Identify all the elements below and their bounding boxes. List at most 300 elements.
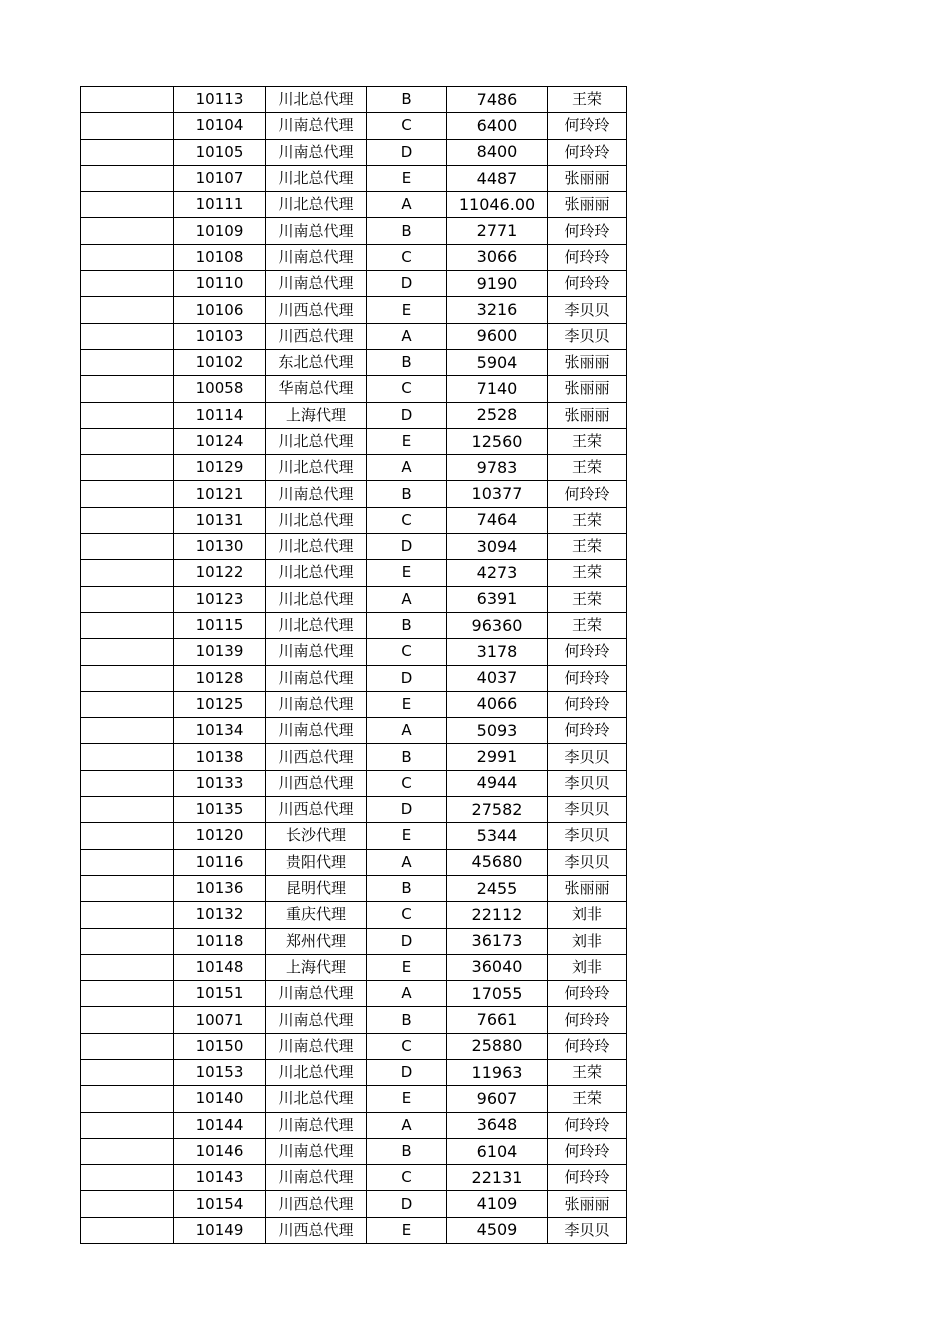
table-row [81, 665, 627, 691]
agent-cell: 川南总代理 [266, 718, 367, 744]
blank-cell [81, 139, 174, 165]
salesperson-cell: 张丽丽 [548, 376, 627, 402]
grade-cell: D [367, 665, 447, 691]
salesperson-cell: 王荣 [548, 1059, 627, 1085]
order-id-cell: 10124 [174, 428, 266, 454]
table-row [81, 192, 627, 218]
blank-cell [81, 428, 174, 454]
blank-cell [81, 1165, 174, 1191]
blank-cell [81, 297, 174, 323]
amount-cell: 9190 [447, 271, 548, 297]
grade-cell: B [367, 875, 447, 901]
table-row [81, 402, 627, 428]
salesperson-cell: 刘非 [548, 954, 627, 980]
table-row [81, 1033, 627, 1059]
salesperson-cell: 王荣 [548, 586, 627, 612]
agent-cell: 川北总代理 [266, 1086, 367, 1112]
amount-cell: 6391 [447, 586, 548, 612]
amount-cell: 4487 [447, 165, 548, 191]
amount-cell: 4273 [447, 560, 548, 586]
salesperson-cell: 张丽丽 [548, 349, 627, 375]
order-id-cell: 10132 [174, 902, 266, 928]
table-row [81, 954, 627, 980]
table-row [81, 875, 627, 901]
blank-cell [81, 928, 174, 954]
blank-cell [81, 691, 174, 717]
salesperson-cell: 何玲玲 [548, 718, 627, 744]
order-id-cell: 10122 [174, 560, 266, 586]
order-id-cell: 10129 [174, 455, 266, 481]
table-body [81, 87, 627, 1244]
order-id-cell: 10104 [174, 113, 266, 139]
order-id-cell: 10106 [174, 297, 266, 323]
agent-cell: 重庆代理 [266, 902, 367, 928]
salesperson-cell: 何玲玲 [548, 691, 627, 717]
order-id-cell: 10139 [174, 639, 266, 665]
grade-cell: A [367, 192, 447, 218]
salesperson-cell: 张丽丽 [548, 1191, 627, 1217]
salesperson-cell: 何玲玲 [548, 218, 627, 244]
salesperson-cell: 李贝贝 [548, 323, 627, 349]
amount-cell: 36173 [447, 928, 548, 954]
grade-cell: C [367, 376, 447, 402]
blank-cell [81, 218, 174, 244]
grade-cell: B [367, 481, 447, 507]
blank-cell [81, 1007, 174, 1033]
agent-cell: 川南总代理 [266, 481, 367, 507]
agent-cell: 川西总代理 [266, 770, 367, 796]
agent-cell: 川南总代理 [266, 1007, 367, 1033]
table-row [81, 744, 627, 770]
table-row [81, 297, 627, 323]
agent-cell: 东北总代理 [266, 349, 367, 375]
amount-cell: 8400 [447, 139, 548, 165]
agent-cell: 川南总代理 [266, 691, 367, 717]
grade-cell: D [367, 534, 447, 560]
agent-cell: 长沙代理 [266, 823, 367, 849]
amount-cell: 7661 [447, 1007, 548, 1033]
grade-cell: D [367, 928, 447, 954]
blank-cell [81, 1217, 174, 1243]
table-row [81, 586, 627, 612]
agent-cell: 川南总代理 [266, 639, 367, 665]
table-row [81, 349, 627, 375]
order-id-cell: 10154 [174, 1191, 266, 1217]
agent-cell: 川南总代理 [266, 1112, 367, 1138]
order-id-cell: 10149 [174, 1217, 266, 1243]
table-row [81, 244, 627, 270]
amount-cell: 6104 [447, 1138, 548, 1164]
grade-cell: B [367, 87, 447, 113]
agent-cell: 川南总代理 [266, 244, 367, 270]
order-id-cell: 10136 [174, 875, 266, 901]
table-row [81, 560, 627, 586]
agent-cell: 上海代理 [266, 954, 367, 980]
agent-cell: 川南总代理 [266, 665, 367, 691]
blank-cell [81, 797, 174, 823]
order-id-cell: 10146 [174, 1138, 266, 1164]
blank-cell [81, 665, 174, 691]
order-id-cell: 10150 [174, 1033, 266, 1059]
order-id-cell: 10114 [174, 402, 266, 428]
grade-cell: C [367, 1165, 447, 1191]
order-id-cell: 10140 [174, 1086, 266, 1112]
agent-cell: 川南总代理 [266, 981, 367, 1007]
grade-cell: B [367, 349, 447, 375]
blank-cell [81, 402, 174, 428]
amount-cell: 4109 [447, 1191, 548, 1217]
salesperson-cell: 刘非 [548, 928, 627, 954]
agent-cell: 川北总代理 [266, 560, 367, 586]
order-id-cell: 10116 [174, 849, 266, 875]
order-id-cell: 10133 [174, 770, 266, 796]
agent-cell: 川北总代理 [266, 586, 367, 612]
salesperson-cell: 王荣 [548, 560, 627, 586]
agent-cell: 川西总代理 [266, 1217, 367, 1243]
amount-cell: 11963 [447, 1059, 548, 1085]
blank-cell [81, 1112, 174, 1138]
blank-cell [81, 323, 174, 349]
salesperson-cell: 刘非 [548, 902, 627, 928]
agent-cell: 川西总代理 [266, 797, 367, 823]
salesperson-cell: 王荣 [548, 612, 627, 638]
order-id-cell: 10108 [174, 244, 266, 270]
salesperson-cell: 张丽丽 [548, 875, 627, 901]
grade-cell: D [367, 797, 447, 823]
salesperson-cell: 何玲玲 [548, 665, 627, 691]
salesperson-cell: 张丽丽 [548, 402, 627, 428]
amount-cell: 22112 [447, 902, 548, 928]
grade-cell: E [367, 1086, 447, 1112]
amount-cell: 96360 [447, 612, 548, 638]
grade-cell: E [367, 165, 447, 191]
amount-cell: 3216 [447, 297, 548, 323]
salesperson-cell: 何玲玲 [548, 1007, 627, 1033]
grade-cell: E [367, 823, 447, 849]
order-id-cell: 10121 [174, 481, 266, 507]
order-id-cell: 10113 [174, 87, 266, 113]
order-id-cell: 10102 [174, 349, 266, 375]
order-id-cell: 10071 [174, 1007, 266, 1033]
salesperson-cell: 李贝贝 [548, 770, 627, 796]
order-id-cell: 10143 [174, 1165, 266, 1191]
blank-cell [81, 455, 174, 481]
grade-cell: C [367, 639, 447, 665]
salesperson-cell: 王荣 [548, 534, 627, 560]
table-row [81, 639, 627, 665]
salesperson-cell: 张丽丽 [548, 192, 627, 218]
amount-cell: 2991 [447, 744, 548, 770]
amount-cell: 2771 [447, 218, 548, 244]
agent-cell: 川北总代理 [266, 165, 367, 191]
table-row [81, 165, 627, 191]
blank-cell [81, 244, 174, 270]
blank-cell [81, 902, 174, 928]
table-row [81, 1191, 627, 1217]
agent-cell: 川南总代理 [266, 1033, 367, 1059]
table-row [81, 534, 627, 560]
blank-cell [81, 639, 174, 665]
agent-cell: 川西总代理 [266, 1191, 367, 1217]
blank-cell [81, 612, 174, 638]
grade-cell: A [367, 981, 447, 1007]
salesperson-cell: 何玲玲 [548, 1112, 627, 1138]
table-row [81, 1112, 627, 1138]
table-row [81, 612, 627, 638]
order-id-cell: 10107 [174, 165, 266, 191]
table-row [81, 928, 627, 954]
table-row [81, 902, 627, 928]
blank-cell [81, 534, 174, 560]
table-row [81, 1138, 627, 1164]
amount-cell: 7486 [447, 87, 548, 113]
amount-cell: 25880 [447, 1033, 548, 1059]
salesperson-cell: 何玲玲 [548, 1165, 627, 1191]
order-id-cell: 10138 [174, 744, 266, 770]
order-id-cell: 10058 [174, 376, 266, 402]
blank-cell [81, 718, 174, 744]
grade-cell: A [367, 1112, 447, 1138]
amount-cell: 5904 [447, 349, 548, 375]
order-id-cell: 10135 [174, 797, 266, 823]
amount-cell: 5093 [447, 718, 548, 744]
salesperson-cell: 李贝贝 [548, 297, 627, 323]
agent-cell: 川南总代理 [266, 113, 367, 139]
salesperson-cell: 李贝贝 [548, 849, 627, 875]
order-id-cell: 10123 [174, 586, 266, 612]
salesperson-cell: 何玲玲 [548, 139, 627, 165]
table-row [81, 113, 627, 139]
blank-cell [81, 1138, 174, 1164]
agent-cell: 川北总代理 [266, 534, 367, 560]
table-row [81, 1217, 627, 1243]
table-row [81, 718, 627, 744]
salesperson-cell: 李贝贝 [548, 744, 627, 770]
grade-cell: B [367, 218, 447, 244]
order-id-cell: 10128 [174, 665, 266, 691]
agent-cell: 川南总代理 [266, 139, 367, 165]
agent-cell: 上海代理 [266, 402, 367, 428]
amount-cell: 3648 [447, 1112, 548, 1138]
salesperson-cell: 王荣 [548, 507, 627, 533]
grade-cell: A [367, 323, 447, 349]
amount-cell: 4944 [447, 770, 548, 796]
table-row [81, 797, 627, 823]
amount-cell: 10377 [447, 481, 548, 507]
agent-cell: 昆明代理 [266, 875, 367, 901]
order-id-cell: 10130 [174, 534, 266, 560]
order-id-cell: 10144 [174, 1112, 266, 1138]
grade-cell: E [367, 428, 447, 454]
blank-cell [81, 1059, 174, 1085]
table-row [81, 481, 627, 507]
table-row [81, 139, 627, 165]
amount-cell: 7140 [447, 376, 548, 402]
salesperson-cell: 何玲玲 [548, 981, 627, 1007]
blank-cell [81, 192, 174, 218]
amount-cell: 2528 [447, 402, 548, 428]
grade-cell: B [367, 744, 447, 770]
amount-cell: 2455 [447, 875, 548, 901]
table-row [81, 455, 627, 481]
blank-cell [81, 481, 174, 507]
blank-cell [81, 376, 174, 402]
grade-cell: E [367, 297, 447, 323]
table-row [81, 770, 627, 796]
table-row [81, 981, 627, 1007]
salesperson-cell: 王荣 [548, 87, 627, 113]
amount-cell: 3066 [447, 244, 548, 270]
amount-cell: 45680 [447, 849, 548, 875]
grade-cell: B [367, 612, 447, 638]
blank-cell [81, 586, 174, 612]
agent-cell: 川南总代理 [266, 1165, 367, 1191]
salesperson-cell: 王荣 [548, 1086, 627, 1112]
order-id-cell: 10148 [174, 954, 266, 980]
amount-cell: 6400 [447, 113, 548, 139]
agent-cell: 川北总代理 [266, 1059, 367, 1085]
amount-cell: 4037 [447, 665, 548, 691]
amount-cell: 36040 [447, 954, 548, 980]
grade-cell: D [367, 1191, 447, 1217]
salesperson-cell: 何玲玲 [548, 113, 627, 139]
table-row [81, 1059, 627, 1085]
amount-cell: 17055 [447, 981, 548, 1007]
grade-cell: C [367, 1033, 447, 1059]
order-id-cell: 10110 [174, 271, 266, 297]
table-row [81, 376, 627, 402]
amount-cell: 5344 [447, 823, 548, 849]
salesperson-cell: 何玲玲 [548, 1138, 627, 1164]
salesperson-cell: 何玲玲 [548, 481, 627, 507]
order-id-cell: 10111 [174, 192, 266, 218]
table-row [81, 849, 627, 875]
blank-cell [81, 113, 174, 139]
grade-cell: A [367, 455, 447, 481]
amount-cell: 4509 [447, 1217, 548, 1243]
order-id-cell: 10105 [174, 139, 266, 165]
amount-cell: 9600 [447, 323, 548, 349]
agent-cell: 川北总代理 [266, 87, 367, 113]
amount-cell: 4066 [447, 691, 548, 717]
salesperson-cell: 何玲玲 [548, 639, 627, 665]
blank-cell [81, 823, 174, 849]
table-row [81, 87, 627, 113]
blank-cell [81, 1191, 174, 1217]
order-id-cell: 10131 [174, 507, 266, 533]
agent-cell: 川北总代理 [266, 192, 367, 218]
table-row [81, 1086, 627, 1112]
blank-cell [81, 981, 174, 1007]
salesperson-cell: 王荣 [548, 428, 627, 454]
grade-cell: C [367, 113, 447, 139]
order-id-cell: 10120 [174, 823, 266, 849]
salesperson-cell: 王荣 [548, 455, 627, 481]
agent-cell: 郑州代理 [266, 928, 367, 954]
blank-cell [81, 271, 174, 297]
agent-cell: 华南总代理 [266, 376, 367, 402]
grade-cell: A [367, 586, 447, 612]
table-row [81, 1165, 627, 1191]
salesperson-cell: 李贝贝 [548, 797, 627, 823]
agent-cell: 川南总代理 [266, 1138, 367, 1164]
order-id-cell: 10125 [174, 691, 266, 717]
order-id-cell: 10103 [174, 323, 266, 349]
amount-cell: 27582 [447, 797, 548, 823]
grade-cell: B [367, 1007, 447, 1033]
agent-cell: 川西总代理 [266, 297, 367, 323]
table-row [81, 218, 627, 244]
order-id-cell: 10118 [174, 928, 266, 954]
amount-cell: 3094 [447, 534, 548, 560]
order-id-cell: 10153 [174, 1059, 266, 1085]
agent-cell: 川北总代理 [266, 507, 367, 533]
grade-cell: C [367, 507, 447, 533]
agent-cell: 川北总代理 [266, 455, 367, 481]
amount-cell: 7464 [447, 507, 548, 533]
agent-cell: 川北总代理 [266, 428, 367, 454]
table-row [81, 323, 627, 349]
blank-cell [81, 770, 174, 796]
agent-cell: 川南总代理 [266, 271, 367, 297]
salesperson-cell: 何玲玲 [548, 271, 627, 297]
agent-cell: 川西总代理 [266, 323, 367, 349]
table-row [81, 271, 627, 297]
blank-cell [81, 744, 174, 770]
grade-cell: D [367, 1059, 447, 1085]
agent-cell: 川南总代理 [266, 218, 367, 244]
amount-cell: 3178 [447, 639, 548, 665]
grade-cell: D [367, 402, 447, 428]
grade-cell: E [367, 954, 447, 980]
grade-cell: C [367, 902, 447, 928]
blank-cell [81, 849, 174, 875]
agent-cell: 川北总代理 [266, 612, 367, 638]
grade-cell: C [367, 244, 447, 270]
blank-cell [81, 349, 174, 375]
salesperson-cell: 何玲玲 [548, 1033, 627, 1059]
amount-cell: 9783 [447, 455, 548, 481]
order-id-cell: 10115 [174, 612, 266, 638]
grade-cell: E [367, 691, 447, 717]
grade-cell: A [367, 718, 447, 744]
table-row [81, 507, 627, 533]
grade-cell: D [367, 271, 447, 297]
salesperson-cell: 张丽丽 [548, 165, 627, 191]
grade-cell: C [367, 770, 447, 796]
table-row [81, 428, 627, 454]
blank-cell [81, 87, 174, 113]
grade-cell: A [367, 849, 447, 875]
agent-cell: 川西总代理 [266, 744, 367, 770]
salesperson-cell: 何玲玲 [548, 244, 627, 270]
salesperson-cell: 李贝贝 [548, 823, 627, 849]
data-table [80, 86, 627, 1244]
table-row [81, 823, 627, 849]
amount-cell: 9607 [447, 1086, 548, 1112]
grade-cell: B [367, 1138, 447, 1164]
order-id-cell: 10151 [174, 981, 266, 1007]
blank-cell [81, 507, 174, 533]
blank-cell [81, 875, 174, 901]
grade-cell: D [367, 139, 447, 165]
blank-cell [81, 1033, 174, 1059]
blank-cell [81, 560, 174, 586]
agent-cell: 贵阳代理 [266, 849, 367, 875]
blank-cell [81, 954, 174, 980]
grade-cell: E [367, 560, 447, 586]
amount-cell: 12560 [447, 428, 548, 454]
